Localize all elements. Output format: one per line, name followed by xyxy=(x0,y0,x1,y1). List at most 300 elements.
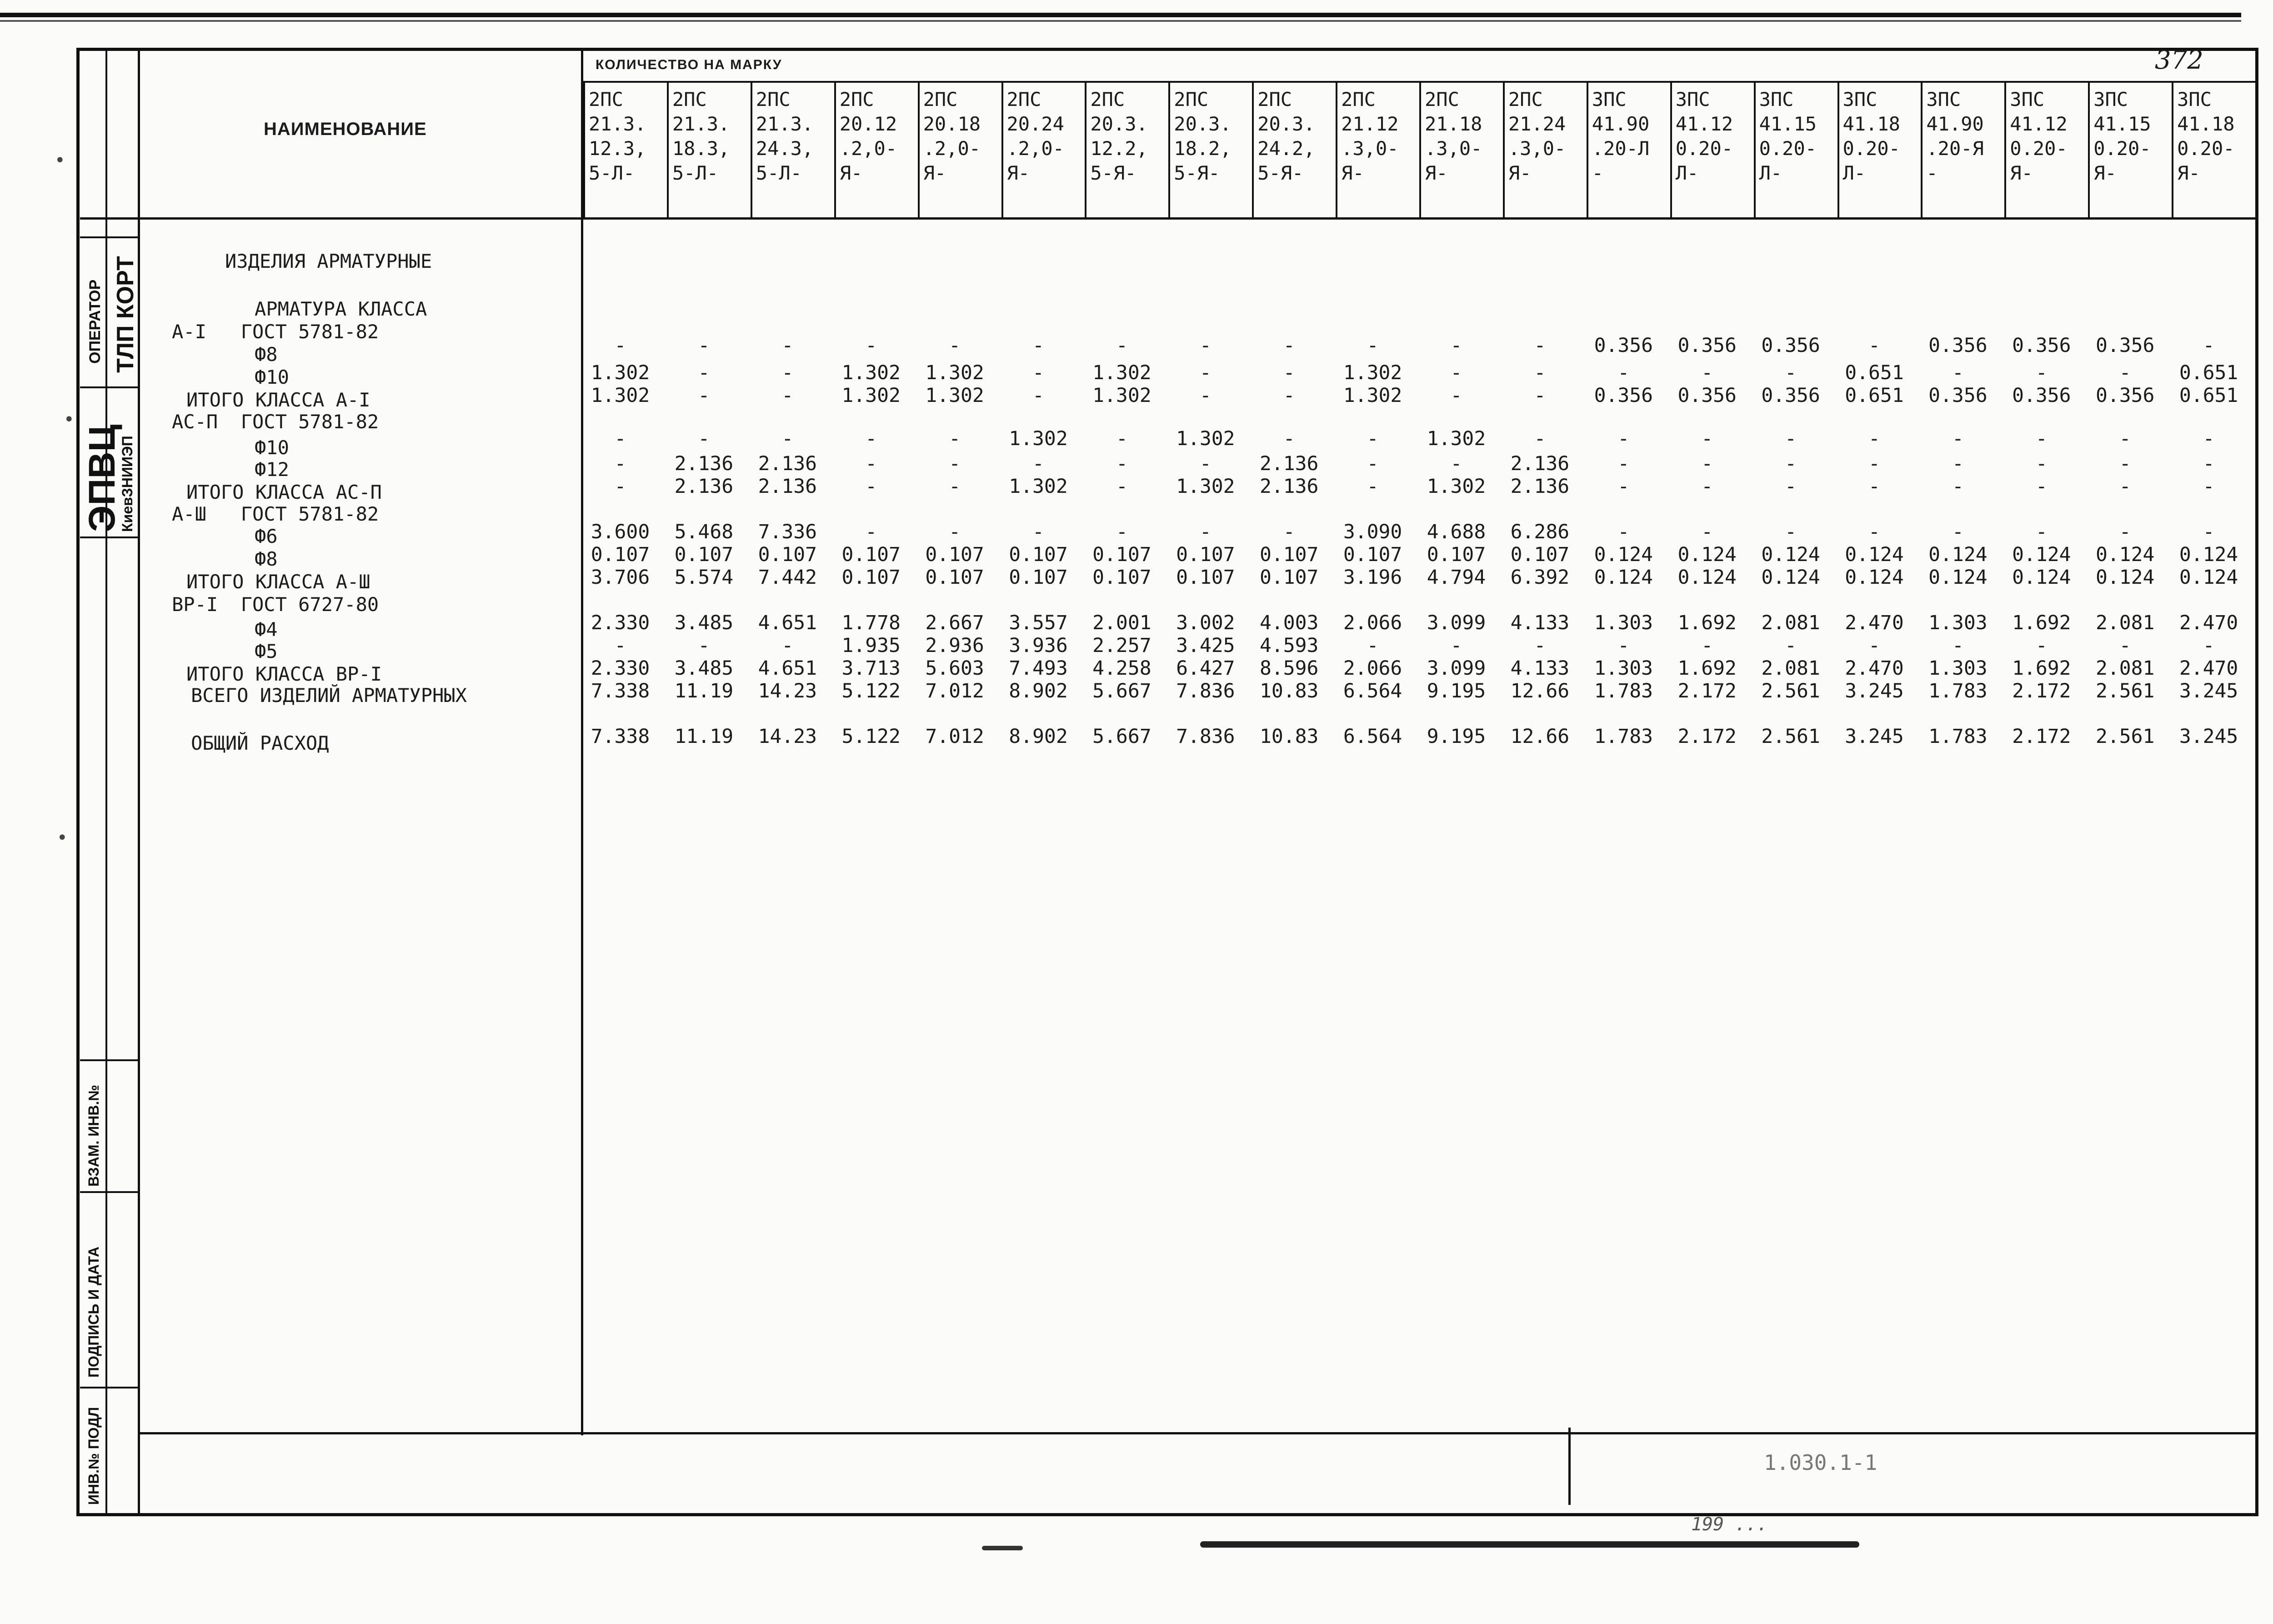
value-cell-ac2-f10: 1.302 xyxy=(1009,427,1068,450)
value-cell-bp1-f4: 2.470 xyxy=(2179,612,2238,634)
value-cell-a3-f6: - xyxy=(1868,521,1880,543)
value-cell-bp1-f5: - xyxy=(1450,634,1462,657)
value-cell-a3-tot: 0.107 xyxy=(1176,566,1235,589)
value-cell-a3-f8: 0.107 xyxy=(1009,543,1068,566)
value-cell-all-tot: 3.245 xyxy=(1845,680,1904,702)
value-cell-a3-f6: - xyxy=(1701,521,1713,543)
value-cell-bp1-f4: 3.485 xyxy=(674,612,734,634)
label-bp1: ВР-I ГОСТ 6727-80 xyxy=(172,593,379,616)
value-cell-bp1-tot: 8.596 xyxy=(1259,657,1319,680)
stamp-box xyxy=(1568,1428,2255,1505)
value-cell-a3-tot: 0.124 xyxy=(1761,566,1820,589)
value-cell-bp1-tot: 2.066 xyxy=(1343,657,1402,680)
sign-date-label: ПОДПИСЬ И ДАТА xyxy=(85,1246,102,1378)
top-border-line xyxy=(0,13,2241,17)
value-cell-a1-tot: 0.356 xyxy=(2012,384,2071,407)
value-cell-a1-f10: - xyxy=(1617,361,1630,384)
value-cell-ac2-f10: - xyxy=(781,427,794,450)
value-cell-a1-tot: - xyxy=(698,384,710,407)
value-cell-grand: 2.561 xyxy=(2095,725,2155,748)
value-cell-bp1-f4: 3.099 xyxy=(1427,612,1486,634)
value-cell-a1-f8: 0.356 xyxy=(2095,334,2155,357)
value-cell-a1-tot: 1.302 xyxy=(841,384,901,407)
value-cell-a1-f8: 0.356 xyxy=(1928,334,1988,357)
label-ac2: АС-П ГОСТ 5781-82 xyxy=(172,411,379,433)
value-cell-a3-f6: - xyxy=(1785,521,1797,543)
value-cell-grand: 2.172 xyxy=(1677,725,1737,748)
value-cell-bp1-f5: 3.936 xyxy=(1009,634,1068,657)
value-cell-a1-f10: - xyxy=(698,361,710,384)
value-cell-a3-f6: 4.688 xyxy=(1427,521,1486,543)
value-cell-a1-f8: 0.356 xyxy=(1761,334,1820,357)
top-border-line-thin xyxy=(0,20,2241,22)
value-cell-bp1-f4: 3.557 xyxy=(1009,612,1068,634)
value-cell-a1-tot: 0.356 xyxy=(1761,384,1820,407)
value-cell-ac2-f10: - xyxy=(2035,427,2048,450)
value-cell-a3-f8: 0.107 xyxy=(1427,543,1486,566)
value-cell-ac2-tot: - xyxy=(1367,475,1379,498)
value-cell-grand: 6.564 xyxy=(1343,725,1402,748)
value-cell-all-tot: 5.122 xyxy=(841,680,901,702)
label-f4: Ф4 xyxy=(255,618,278,641)
value-cell-a1-tot: - xyxy=(781,384,794,407)
value-cell-ac2-f12: - xyxy=(1701,452,1713,475)
value-cell-a1-tot: 0.356 xyxy=(1594,384,1653,407)
value-cell-bp1-tot: 1.303 xyxy=(1928,657,1988,680)
value-cell-a1-tot: 0.651 xyxy=(1845,384,1904,407)
value-cell-ac2-f10: - xyxy=(1283,427,1295,450)
value-cell-ac2-tot: - xyxy=(614,475,626,498)
value-cell-ac2-tot: 2.136 xyxy=(1510,475,1570,498)
value-cell-ac2-tot: 2.136 xyxy=(758,475,817,498)
value-cell-ac2-f12: - xyxy=(1868,452,1880,475)
value-cell-grand: 14.23 xyxy=(758,725,817,748)
value-cell-all-tot: 9.195 xyxy=(1427,680,1486,702)
value-cell-a3-f8: 0.107 xyxy=(925,543,984,566)
value-cell-all-tot: 14.23 xyxy=(758,680,817,702)
value-cell-bp1-tot: 4.133 xyxy=(1510,657,1570,680)
value-cell-ac2-f12: - xyxy=(1032,452,1044,475)
column-header: 2ПС 20.3. 24.2, 5-Я- xyxy=(1252,83,1336,219)
value-cell-a1-f8: - xyxy=(1868,334,1880,357)
value-cell-a3-f6: - xyxy=(2203,521,2215,543)
value-cell-a3-tot: 0.107 xyxy=(841,566,901,589)
value-cell-a1-tot: 1.302 xyxy=(1343,384,1402,407)
value-cell-a1-f10: - xyxy=(1283,361,1295,384)
value-cell-a3-tot: 7.442 xyxy=(758,566,817,589)
value-cell-ac2-tot: - xyxy=(1952,475,1964,498)
value-cell-a3-f8: 0.107 xyxy=(1259,543,1319,566)
inv-replace-label: ВЗАМ. ИНВ.№ xyxy=(85,1084,102,1187)
value-cell-a3-f8: 0.107 xyxy=(1510,543,1570,566)
value-cell-bp1-f5: - xyxy=(1367,634,1379,657)
value-cell-bp1-tot: 2.081 xyxy=(2095,657,2155,680)
value-cell-ac2-f12: - xyxy=(1199,452,1212,475)
value-cell-ac2-tot: 1.302 xyxy=(1427,475,1486,498)
column-header: 3ПС 41.15 0.20- Л- xyxy=(1754,83,1837,219)
value-cell-bp1-tot: 2.470 xyxy=(2179,657,2238,680)
value-cell-ac2-tot: - xyxy=(2203,475,2215,498)
value-cell-a3-f8: 0.107 xyxy=(674,543,734,566)
value-cell-a3-tot: 0.124 xyxy=(2095,566,2155,589)
value-cell-ac2-f10: 1.302 xyxy=(1427,427,1486,450)
value-cell-a3-tot: 6.392 xyxy=(1510,566,1570,589)
value-cell-a1-tot: - xyxy=(1534,384,1546,407)
value-cell-bp1-f5: - xyxy=(1952,634,1964,657)
value-cell-a1-f8: - xyxy=(1032,334,1044,357)
value-cell-ac2-f10: - xyxy=(1617,427,1630,450)
value-cell-a1-f10: 1.302 xyxy=(1092,361,1152,384)
value-cell-a1-tot: - xyxy=(1199,384,1212,407)
value-cell-grand: 8.902 xyxy=(1009,725,1068,748)
value-cell-bp1-f5: - xyxy=(1868,634,1880,657)
label-total-all: ВСЕГО ИЗДЕЛИЙ АРМАТУРНЫХ xyxy=(191,684,467,707)
column-header: 2ПС 21.3. 24.3, 5-Л- xyxy=(751,83,834,219)
value-cell-ac2-f12: - xyxy=(614,452,626,475)
org-label: ТЛП КОРТ xyxy=(112,256,139,373)
column-header: 3ПС 41.18 0.20- Л- xyxy=(1837,83,1921,219)
value-cell-a1-f8: - xyxy=(949,334,961,357)
value-cell-bp1-f5: - xyxy=(698,634,710,657)
value-cell-a1-f10: 1.302 xyxy=(591,361,650,384)
value-cell-grand: 1.783 xyxy=(1594,725,1653,748)
label-total-a3: ИТОГО КЛАССА А-Ш xyxy=(186,571,370,593)
value-cell-a1-f10: - xyxy=(1534,361,1546,384)
value-cell-all-tot: 8.902 xyxy=(1009,680,1068,702)
label-total-a1: ИТОГО КЛАССА А-I xyxy=(186,389,370,411)
value-cell-a1-f8: - xyxy=(1116,334,1128,357)
value-cell-bp1-f4: 4.651 xyxy=(758,612,817,634)
value-cell-a3-f8: 0.124 xyxy=(2179,543,2238,566)
value-cell-a3-f8: 0.107 xyxy=(758,543,817,566)
value-cell-bp1-f4: 4.003 xyxy=(1259,612,1319,634)
value-cell-a3-f6: - xyxy=(1617,521,1630,543)
value-cell-all-tot: 6.564 xyxy=(1343,680,1402,702)
value-cell-a3-f8: 0.124 xyxy=(2095,543,2155,566)
value-cell-a3-f6: 3.090 xyxy=(1343,521,1402,543)
value-cell-a1-f10: - xyxy=(1952,361,1964,384)
value-cell-ac2-f10: - xyxy=(949,427,961,450)
value-cell-grand: 5.122 xyxy=(841,725,901,748)
value-cell-grand: 5.667 xyxy=(1092,725,1152,748)
value-cell-a3-tot: 0.107 xyxy=(925,566,984,589)
value-cell-ac2-tot: 1.302 xyxy=(1176,475,1235,498)
value-cell-a1-f8: 0.356 xyxy=(1594,334,1653,357)
value-cell-a1-f10: - xyxy=(781,361,794,384)
value-cell-bp1-f5: 2.936 xyxy=(925,634,984,657)
value-cell-ac2-tot: - xyxy=(1785,475,1797,498)
value-cell-a3-tot: 3.196 xyxy=(1343,566,1402,589)
value-cell-a3-tot: 0.124 xyxy=(1845,566,1904,589)
value-cell-ac2-f10: - xyxy=(2119,427,2131,450)
value-cell-bp1-f5: 4.593 xyxy=(1259,634,1319,657)
value-cell-a1-f8: 0.356 xyxy=(1677,334,1737,357)
value-cell-bp1-f5: - xyxy=(781,634,794,657)
value-cell-bp1-f5: 1.935 xyxy=(841,634,901,657)
value-cell-all-tot: 2.172 xyxy=(2012,680,2071,702)
value-cell-a3-f6: 6.286 xyxy=(1510,521,1570,543)
value-cell-a1-tot: 0.356 xyxy=(2095,384,2155,407)
value-cell-a1-f8: - xyxy=(1450,334,1462,357)
column-header: 2ПС 20.12 .2,0- Я- xyxy=(834,83,918,219)
column-header: 2ПС 21.24 .3,0- Я- xyxy=(1503,83,1587,219)
value-cell-ac2-f12: - xyxy=(1116,452,1128,475)
value-cell-bp1-tot: 7.493 xyxy=(1009,657,1068,680)
value-cell-bp1-tot: 3.713 xyxy=(841,657,901,680)
value-cell-bp1-tot: 4.651 xyxy=(758,657,817,680)
value-cell-ac2-f12: - xyxy=(1450,452,1462,475)
punch-mark: • xyxy=(64,409,75,430)
value-cell-a3-f8: 0.124 xyxy=(1761,543,1820,566)
value-cell-a3-tot: 5.574 xyxy=(674,566,734,589)
value-cell-ac2-tot: 2.136 xyxy=(674,475,734,498)
sheet-number: 372 xyxy=(2155,45,2203,75)
column-header: 2ПС 21.3. 18.3, 5-Л- xyxy=(667,83,751,219)
value-cell-bp1-tot: 2.081 xyxy=(1761,657,1820,680)
value-cell-a1-tot: 0.356 xyxy=(1928,384,1988,407)
label-f5: Ф5 xyxy=(255,640,278,662)
column-header: 3ПС 41.18 0.20- Я- xyxy=(2172,83,2255,219)
value-cell-bp1-f5: 2.257 xyxy=(1092,634,1152,657)
value-cell-all-tot: 2.172 xyxy=(1677,680,1737,702)
strip-divider xyxy=(80,1191,140,1193)
value-cell-a3-f6: - xyxy=(2035,521,2048,543)
value-cell-a1-f10: - xyxy=(1032,361,1044,384)
value-cell-bp1-tot: 2.330 xyxy=(591,657,650,680)
scan-smudge-small xyxy=(982,1546,1023,1550)
value-cell-bp1-f4: 2.081 xyxy=(2095,612,2155,634)
value-cell-bp1-f4: 2.330 xyxy=(591,612,650,634)
column-header: 2ПС 21.12 .3,0- Я- xyxy=(1336,83,1419,219)
value-cell-grand: 2.561 xyxy=(1761,725,1820,748)
value-cell-a3-tot: 0.107 xyxy=(1009,566,1068,589)
value-cell-grand: 7.836 xyxy=(1176,725,1235,748)
label-f8b: Ф8 xyxy=(255,548,278,570)
value-cell-all-tot: 1.783 xyxy=(1928,680,1988,702)
value-cell-ac2-f12: - xyxy=(949,452,961,475)
label-group-title: ИЗДЕЛИЯ АРМАТУРНЫЕ xyxy=(225,250,432,272)
value-cell-bp1-f4: 4.133 xyxy=(1510,612,1570,634)
value-cell-a3-f8: 0.124 xyxy=(2012,543,2071,566)
value-cell-bp1-f4: 2.081 xyxy=(1761,612,1820,634)
value-cell-a3-f6: - xyxy=(1199,521,1212,543)
punch-mark: • xyxy=(55,150,65,171)
value-cell-a3-f8: 0.124 xyxy=(1594,543,1653,566)
value-cell-a3-f6: - xyxy=(865,521,877,543)
value-cell-bp1-tot: 6.427 xyxy=(1176,657,1235,680)
value-cell-ac2-tot: 1.302 xyxy=(1009,475,1068,498)
value-cell-a1-f10: - xyxy=(1199,361,1212,384)
label-f10b: Ф10 xyxy=(255,436,289,459)
value-cell-a1-f8: - xyxy=(1534,334,1546,357)
value-cell-grand: 3.245 xyxy=(2179,725,2238,748)
value-cell-a3-f6: 5.468 xyxy=(674,521,734,543)
label-f10: Ф10 xyxy=(255,366,289,388)
value-cell-bp1-f4: 2.001 xyxy=(1092,612,1152,634)
value-cell-ac2-f10: 1.302 xyxy=(1176,427,1235,450)
value-cell-a3-f6: - xyxy=(949,521,961,543)
inv-orig-label: ИНВ.№ ПОДЛ xyxy=(85,1407,102,1505)
value-cell-bp1-tot: 5.603 xyxy=(925,657,984,680)
value-cell-ac2-f10: - xyxy=(698,427,710,450)
strip-divider xyxy=(80,386,140,388)
value-cell-a1-f8: - xyxy=(698,334,710,357)
value-cell-ac2-f12: 2.136 xyxy=(1510,452,1570,475)
value-cell-a3-f6: - xyxy=(1032,521,1044,543)
value-cell-ac2-tot: - xyxy=(2035,475,2048,498)
value-cell-a3-tot: 0.124 xyxy=(2012,566,2071,589)
stamp-code: 1.030.1-1 xyxy=(1764,1450,1877,1475)
value-cell-all-tot: 2.561 xyxy=(2095,680,2155,702)
value-cell-a1-tot: 0.651 xyxy=(2179,384,2238,407)
value-cell-ac2-f12: - xyxy=(2035,452,2048,475)
value-cell-grand: 7.338 xyxy=(591,725,650,748)
header-name-title: НАИМЕНОВАНИЕ xyxy=(264,119,427,139)
value-cell-a1-f10: 0.651 xyxy=(2179,361,2238,384)
value-cell-bp1-tot: 2.470 xyxy=(1845,657,1904,680)
label-a1: А-I ГОСТ 5781-82 xyxy=(172,321,379,343)
value-cell-ac2-f10: - xyxy=(1116,427,1128,450)
value-cell-a3-tot: 0.124 xyxy=(1594,566,1653,589)
strip-divider xyxy=(80,536,140,538)
value-cell-bp1-f4: 1.303 xyxy=(1594,612,1653,634)
column-header: 2ПС 20.24 .2,0- Я- xyxy=(1001,83,1085,219)
value-cell-a3-f6: 7.336 xyxy=(758,521,817,543)
value-cell-ac2-f12: - xyxy=(2203,452,2215,475)
column-header: 2ПС 20.3. 18.2, 5-Я- xyxy=(1168,83,1252,219)
value-cell-bp1-f4: 1.692 xyxy=(2012,612,2071,634)
value-cell-grand: 3.245 xyxy=(1845,725,1904,748)
value-cell-bp1-f5: - xyxy=(1534,634,1546,657)
punch-mark: • xyxy=(57,827,68,848)
value-cell-ac2-f10: - xyxy=(1367,427,1379,450)
value-cell-a1-tot: 1.302 xyxy=(1092,384,1152,407)
value-cell-all-tot: 2.561 xyxy=(1761,680,1820,702)
header-qty-title: КОЛИЧЕСТВО НА МАРКУ xyxy=(596,57,782,72)
value-cell-ac2-f12: 2.136 xyxy=(674,452,734,475)
value-cell-ac2-f12: - xyxy=(2119,452,2131,475)
value-cell-ac2-f12: 2.136 xyxy=(1259,452,1319,475)
value-cell-ac2-tot: - xyxy=(1116,475,1128,498)
value-cell-a1-tot: 1.302 xyxy=(591,384,650,407)
value-cell-a1-f8: - xyxy=(781,334,794,357)
value-cell-ac2-f10: - xyxy=(614,427,626,450)
value-cell-a1-f10: 0.651 xyxy=(1845,361,1904,384)
value-cell-ac2-f12: - xyxy=(865,452,877,475)
value-cell-all-tot: 12.66 xyxy=(1510,680,1570,702)
value-cell-bp1-tot: 3.485 xyxy=(674,657,734,680)
value-cell-grand: 11.19 xyxy=(674,725,734,748)
bottom-note: 199 ... xyxy=(1691,1514,1768,1535)
value-cell-bp1-f4: 3.002 xyxy=(1176,612,1235,634)
value-cell-grand: 10.83 xyxy=(1259,725,1319,748)
column-header: 2ПС 20.18 .2,0- Я- xyxy=(918,83,1001,219)
value-cell-bp1-f5: 3.425 xyxy=(1176,634,1235,657)
value-cell-a1-tot: - xyxy=(1450,384,1462,407)
label-grand: ОБЩИЙ РАСХОД xyxy=(191,732,329,754)
value-cell-ac2-f12: - xyxy=(1617,452,1630,475)
value-cell-ac2-f10: - xyxy=(1785,427,1797,450)
value-cell-a3-tot: 0.124 xyxy=(2179,566,2238,589)
value-cell-bp1-tot: 4.258 xyxy=(1092,657,1152,680)
value-cell-a3-f8: 0.124 xyxy=(1677,543,1737,566)
value-cell-grand: 7.012 xyxy=(925,725,984,748)
value-cell-all-tot: 10.83 xyxy=(1259,680,1319,702)
value-cell-bp1-f4: 1.692 xyxy=(1677,612,1737,634)
value-cell-bp1-tot: 1.692 xyxy=(1677,657,1737,680)
value-cell-ac2-tot: - xyxy=(949,475,961,498)
value-cell-a1-f8: - xyxy=(1367,334,1379,357)
value-cell-a1-tot: - xyxy=(1283,384,1295,407)
value-cell-a1-f10: 1.302 xyxy=(841,361,901,384)
value-cell-a1-f8: - xyxy=(1199,334,1212,357)
value-cell-a1-f8: - xyxy=(2203,334,2215,357)
value-cell-bp1-f5: - xyxy=(1701,634,1713,657)
value-cell-a1-f10: - xyxy=(1701,361,1713,384)
value-cell-ac2-tot: - xyxy=(2119,475,2131,498)
value-cell-ac2-tot: - xyxy=(865,475,877,498)
column-header: 2ПС 21.18 .3,0- Я- xyxy=(1419,83,1503,219)
label-f6: Ф6 xyxy=(255,525,278,547)
value-cell-a1-f10: 1.302 xyxy=(1343,361,1402,384)
value-cell-a3-tot: 4.794 xyxy=(1427,566,1486,589)
value-cell-ac2-f10: - xyxy=(1868,427,1880,450)
value-cell-ac2-tot: - xyxy=(1701,475,1713,498)
value-cell-a1-tot: 0.356 xyxy=(1677,384,1737,407)
value-cell-a3-f8: 0.107 xyxy=(1343,543,1402,566)
value-cell-a1-f10: - xyxy=(2035,361,2048,384)
epvc-label: ЭПВЦ xyxy=(81,424,123,532)
value-cell-a1-f8: 0.356 xyxy=(2012,334,2071,357)
value-cell-grand: 2.172 xyxy=(2012,725,2071,748)
value-cell-ac2-f10: - xyxy=(1701,427,1713,450)
value-cell-ac2-tot: 2.136 xyxy=(1259,475,1319,498)
column-header: 2ПС 20.3. 12.2, 5-Я- xyxy=(1085,83,1168,219)
value-cell-bp1-f5: - xyxy=(1617,634,1630,657)
value-cell-all-tot: 5.667 xyxy=(1092,680,1152,702)
value-cell-ac2-f10: - xyxy=(1534,427,1546,450)
value-cell-ac2-f12: - xyxy=(1952,452,1964,475)
strip-divider xyxy=(80,236,140,238)
value-cell-ac2-f10: - xyxy=(2203,427,2215,450)
value-cell-a3-f6: - xyxy=(2119,521,2131,543)
value-cell-all-tot: 7.836 xyxy=(1176,680,1235,702)
value-cell-a1-f10: 1.302 xyxy=(925,361,984,384)
value-cell-a1-f8: - xyxy=(614,334,626,357)
value-cell-a3-tot: 0.107 xyxy=(1259,566,1319,589)
value-cell-bp1-f5: - xyxy=(2203,634,2215,657)
value-cell-a1-tot: 1.302 xyxy=(925,384,984,407)
value-cell-a1-tot: - xyxy=(1032,384,1044,407)
value-cell-bp1-tot: 1.692 xyxy=(2012,657,2071,680)
value-cell-a3-f8: 0.107 xyxy=(1092,543,1152,566)
value-cell-a1-f8: - xyxy=(865,334,877,357)
value-cell-a3-f8: 0.124 xyxy=(1845,543,1904,566)
value-cell-ac2-tot: - xyxy=(1617,475,1630,498)
value-cell-bp1-f4: 1.778 xyxy=(841,612,901,634)
institute-label: КиевЗНИИЭП xyxy=(119,436,135,532)
strip-divider xyxy=(80,1387,140,1388)
label-f8: Ф8 xyxy=(255,343,278,366)
label-f12: Ф12 xyxy=(255,458,289,481)
value-cell-ac2-tot: - xyxy=(1868,475,1880,498)
value-cell-all-tot: 3.245 xyxy=(2179,680,2238,702)
column-header: 3ПС 41.15 0.20- Я- xyxy=(2088,83,2172,219)
value-cell-bp1-tot: 1.303 xyxy=(1594,657,1653,680)
value-cell-a1-f10: - xyxy=(2119,361,2131,384)
value-cell-bp1-f5: - xyxy=(2035,634,2048,657)
value-cell-all-tot: 11.19 xyxy=(674,680,734,702)
